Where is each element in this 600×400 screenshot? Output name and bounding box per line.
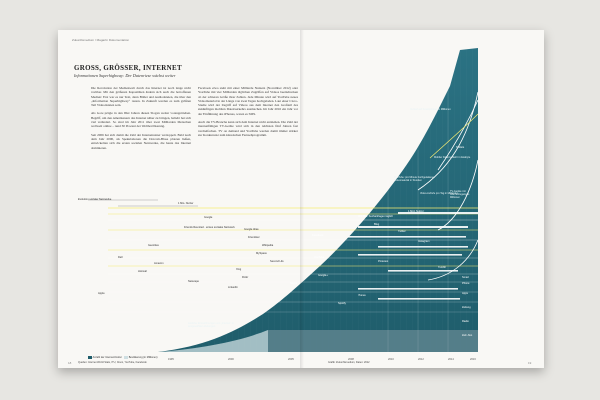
body-column-2 — [198, 86, 298, 141]
timeline-label: 1 Mio. Nutzer — [178, 202, 194, 205]
headline: GROSS, GRÖSSER, INTERNET — [74, 64, 182, 72]
year-label: 2014 — [448, 358, 454, 361]
legend-swatch — [88, 356, 92, 359]
gutter-shadow — [300, 30, 304, 368]
subline: Informationen Superhighway: Der Datenriese wächst weiter — [74, 73, 176, 78]
timeline-label: LinkedIn — [228, 286, 238, 289]
milestone-label: Facebook — [312, 234, 324, 237]
legend-label: Bevölkerung (in Millionen) — [128, 356, 158, 360]
lower-note: zeitliche Einzeichnungen von „Internet“ in ausgewählten Zeitungen — [188, 322, 234, 328]
kicker: Zukunftsmedium / Magazin Dokumentation — [72, 38, 130, 42]
milestone-label: 1 Mrd. Nutzer — [408, 210, 424, 213]
milestone-label: Blog — [374, 223, 380, 226]
timeline-label: Hotmail — [138, 270, 147, 273]
body-column-1 — [91, 86, 191, 154]
timeline-label: Second Life — [270, 260, 284, 263]
timeline-label: Google Alias — [244, 228, 259, 231]
timeline-label: MySpace — [256, 252, 267, 255]
timeline-label: Friendster — [248, 236, 260, 239]
legend-label: Anzahl der Internet-Nutzer — [92, 356, 122, 360]
year-label: 2016 — [470, 358, 476, 361]
timeline-label: Dell — [118, 256, 123, 259]
chart-note: Tablets — [456, 146, 465, 149]
timeline-label: Google — [204, 216, 213, 219]
timeline-label: Apple — [98, 292, 105, 295]
year-label: 2005 — [288, 358, 294, 361]
timeline-label: Flickr — [242, 276, 249, 279]
timeline-label: Xing — [236, 268, 242, 271]
paragraph: Facebook etwa steht mit einer Milliarde Nutzern (November 2012) oder YouTube mit vier Milliarden täglichen Zugriffen auf Videos beeindrucken ob der schieren Größe ihrer Zahlen. Jede Minute wird auf YouTube neues Videomaterial in der Länge von zwei Tagen hochgeladen. Laut einer Cisco-Studie wird der Zugriff auf Videos aus dem Internet den Großteil des zukünftigen mobilen Datenverkehrs ausmachen. Im Jahr 2016 ein Jahr vor der Einführung des iPhones, waren es SMS. — [198, 86, 298, 116]
timeline-label: Geocities — [148, 244, 159, 247]
footnote: Grafik: Zukunftsmedium, Daten: 2012 — [328, 361, 370, 364]
milestone-label: YouTube — [314, 256, 325, 259]
timeline-label: Friends Reunited · erstes soziales Netzwerk — [184, 226, 235, 229]
timeline-label: Netscape — [188, 280, 199, 283]
magazine-spread — [58, 30, 544, 368]
year-label: 1995 — [168, 358, 174, 361]
milestone-label: Pinterest — [378, 260, 389, 263]
page-number-left: 18 — [68, 361, 72, 365]
paragraph: Auch die TV-Branche kann sich dem Internet nicht entziehen. Die Zahl der internetfähigen TV-Geräte wird sich in den nächsten fünf Jahren fast verdreifachen. TV on demand und YouTube werden damit immer stärker zur Konkurrenz zum klassischen Fernsehprogramm. — [198, 120, 298, 137]
timeline-label: Wikipedia — [262, 244, 274, 247]
year-label: 2008 — [348, 358, 354, 361]
footnote: Quellen: Internet World Stats, ITU, Cisco, YouTube, Facebook — [78, 361, 147, 364]
milestone-label: 400 Mio. Suchanfragen täglich — [358, 215, 394, 218]
paragraph: Als Gore prägte in den 90er Jahren diesen Slogan weiter vorangetrieben. Begriff, um den Amerikanern das Internet näher zu bringen, beliebt hat sich viel verändert. So sind im Jahr 2011 über zwei Milliarden Menschen weltweit online – rund 30 Prozent der Weltbevölkerung. — [91, 111, 191, 129]
paragraph: Seit 2006 hat sich damit die Zahl der Internetnutzer verdoppelt. Bald nach dem Jahr 2000, als Spekulationen die Dotcom-Blase platzen ließen, entwickelten sich die ersten sozialen Netzwerke, die heute das Internet dominieren. — [91, 132, 191, 150]
evolution-label: Evolution sozialer Netzwerke — [78, 198, 112, 201]
paragraph: Die Revolution der Medienwelt durch das Internet ist noch lange nicht vorüber. Mit den größeren Kapazitäten ändern sich auch die betroffenen Medien: Erst war es nur Text, dann Bilder und Audiodateien, die über den „Information Superhighway“ rasten. In Zukunft werden es zum größten Teil Videodateien sein. — [91, 86, 191, 108]
chart-note: Apps — [462, 292, 468, 295]
timeline-label: Amazon — [154, 262, 164, 265]
milestone-label: Tumblr — [438, 266, 446, 269]
legend-swatch — [124, 356, 128, 359]
year-label: 2000 — [228, 358, 234, 361]
chart-note: Phone — [462, 282, 470, 285]
milestone-label: iTunes — [358, 294, 366, 297]
year-label: 2012 — [418, 358, 424, 361]
year-label: 2010 — [388, 358, 394, 361]
chart-note: Verlauf auf Smartphones in Millionen — [410, 108, 451, 111]
chart-note: Video-Aufrufe pro Tag in Milliarden — [420, 192, 459, 195]
legend — [88, 356, 157, 359]
milestone-label: Instagram — [418, 240, 430, 243]
milestone-label: Twitter — [398, 230, 406, 233]
timeline-label: Skype — [290, 282, 298, 285]
milestone-label: Radio — [462, 320, 469, 323]
milestone-label: Spotify — [338, 302, 346, 305]
chart-note: Smart — [462, 276, 469, 279]
milestone-label: Zeitung — [462, 306, 471, 309]
chart-note: TV-Geräte mit Internetzugang in Millionen — [450, 190, 470, 199]
milestone-label: Zeit: Abo — [462, 334, 473, 337]
milestone-label: Google+ — [318, 274, 328, 277]
page-number-right: 19 — [528, 361, 532, 365]
chart-note: Mobiler Datenverkehr in Exabyte — [434, 156, 471, 159]
chart-note: YouTube: pro Minute hochgeladenes Videomaterial in Stunden — [394, 176, 435, 182]
